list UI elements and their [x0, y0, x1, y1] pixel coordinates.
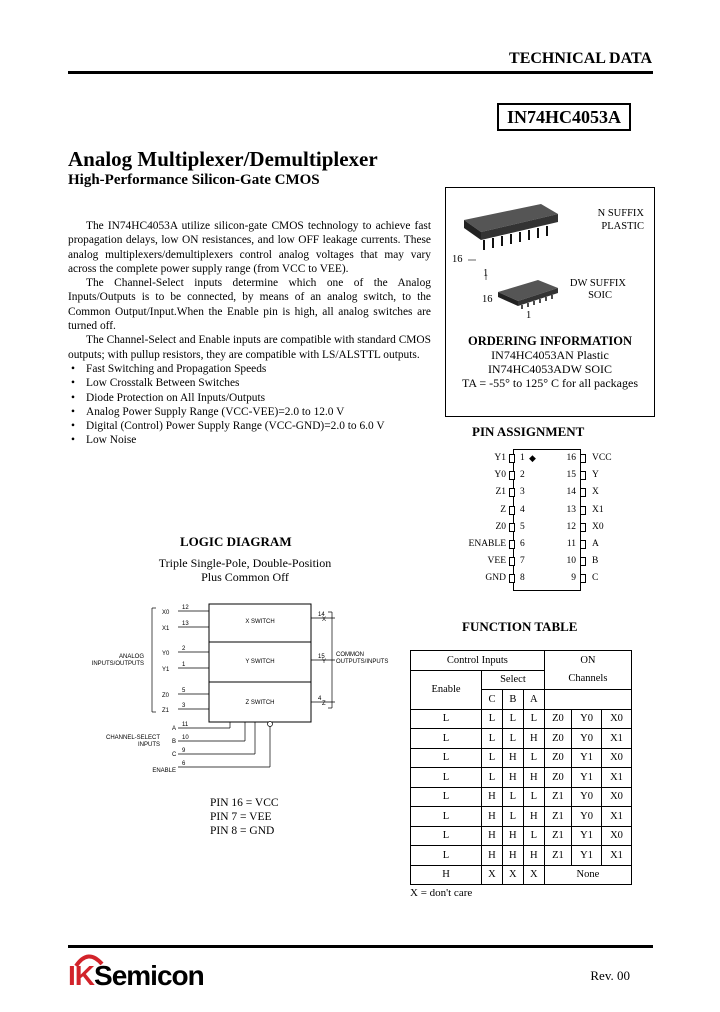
- select-pin: 10: [182, 735, 189, 741]
- table-cell: X0: [602, 826, 632, 846]
- table-cell: H: [523, 729, 544, 749]
- analog-label: ANALOG: [118, 654, 144, 660]
- pin8-note: PIN 8 = GND: [210, 825, 275, 837]
- pin-left-number: 7: [520, 556, 525, 567]
- enable-header: Enable: [411, 670, 482, 709]
- table-cell: H: [411, 865, 482, 885]
- description-paragraph-1: The IN74HC4053A utilize silicon-gate CMOS technology to achieve fast propagation delays, low ON resistances, and low OFF leakage currents. These analog multiplexers/demultiplexers control analog voltages that may vary across the complete power supply range (from VCC to VEE).: [68, 220, 431, 275]
- table-cell: L: [411, 826, 482, 846]
- table-cell: H: [502, 846, 523, 866]
- pin-stub: [580, 574, 586, 583]
- table-cell: L: [502, 787, 523, 807]
- logo-letter-k: K: [74, 960, 95, 991]
- part-number-box: IN74HC4053A: [497, 103, 631, 131]
- x-switch-label: X SWITCH: [245, 619, 275, 625]
- table-cell: X: [523, 865, 544, 885]
- function-table-title: FUNCTION TABLE: [462, 619, 578, 634]
- pin-stub: [509, 506, 515, 515]
- pin-right-number: 15: [566, 470, 576, 481]
- table-cell: Y0: [572, 709, 602, 729]
- company-logo: [68, 960, 204, 992]
- channels-label: Channels: [568, 673, 608, 684]
- table-cell: Z0: [544, 748, 571, 768]
- table-cell: X1: [602, 768, 632, 788]
- pin-stub: [580, 471, 586, 480]
- table-cell: L: [502, 709, 523, 729]
- table-cell: L: [482, 748, 503, 768]
- col-header: C: [482, 690, 503, 710]
- table-cell: L: [523, 787, 544, 807]
- select-pin: 11: [182, 722, 189, 728]
- table-cell: Z0: [544, 729, 571, 749]
- pin-stub: [509, 540, 515, 549]
- feature-item: • Digital (Control) Power Supply Range (VCC-GND)=2.0 to 6.0 V: [68, 419, 431, 433]
- select-header: Select: [482, 670, 545, 690]
- pin-right-name: X1: [592, 504, 604, 515]
- select-name: B: [172, 739, 177, 745]
- dw-type-label: SOIC: [588, 290, 612, 301]
- logic-output-pin: 14: [318, 612, 325, 618]
- pin-left-name: Z1: [495, 487, 506, 498]
- y-switch-label: Y SWITCH: [245, 659, 275, 665]
- pin-left-name: ENABLE: [468, 539, 506, 549]
- pin1-marker-icon: ◆: [529, 453, 536, 463]
- table-cell: H: [523, 807, 544, 827]
- pin-stub: [580, 454, 586, 463]
- channel-select-label: CHANNEL-SELECT: [105, 735, 160, 741]
- pin-stub: [509, 574, 515, 583]
- table-cell: L: [411, 768, 482, 788]
- pin-left-number: 3: [520, 487, 525, 498]
- table-cell: X: [482, 865, 503, 885]
- pin-right-name: C: [592, 573, 599, 584]
- logo-letter-i: I: [68, 960, 75, 991]
- table-cell: L: [502, 729, 523, 749]
- n-type-label: PLASTIC: [601, 221, 644, 232]
- pin-left-name: GND: [485, 573, 506, 584]
- table-cell: X0: [602, 709, 632, 729]
- logic-output-name: X: [322, 617, 327, 623]
- feature-item: • Analog Power Supply Range (VCC-VEE)=2.0 to 12.0 V: [68, 405, 431, 419]
- table-row: [411, 807, 632, 827]
- description-paragraph-2: The Channel-Select inputs determine which one of the Analog Inputs/Outputs is to be connected, by means of an analog switch, to the Common Output/Input.When the Enable pin is high, all analog switches are turned off.: [68, 277, 431, 333]
- logic-output-name: Y: [322, 659, 327, 665]
- pin-right-number: 10: [566, 556, 576, 567]
- logic-input-name: Z1: [162, 708, 170, 714]
- pin-left-number: 8: [520, 573, 525, 584]
- pin-right-name: B: [592, 556, 599, 567]
- col-header: A: [523, 690, 544, 710]
- channels-spacer: [544, 690, 631, 710]
- pin-left-name: Y1: [494, 453, 506, 463]
- table-row: [411, 768, 632, 788]
- col-header: B: [502, 690, 523, 710]
- enable-inversion-bubble: [268, 722, 273, 727]
- pin-stub: [509, 557, 515, 566]
- pin-right-name: VCC: [592, 453, 612, 463]
- pin-left-number: 2: [520, 470, 525, 481]
- pin-left-number: 1: [520, 453, 525, 463]
- logic-input-pin: 12: [182, 605, 189, 611]
- table-cell: Y1: [572, 748, 602, 768]
- select-name: A: [172, 726, 177, 732]
- pin-left-name: Y0: [494, 470, 506, 481]
- dip-package-icon: [464, 204, 558, 250]
- table-cell: L: [523, 709, 544, 729]
- header-rule: [68, 71, 653, 74]
- pin-stub: [580, 488, 586, 497]
- table-cell: L: [482, 768, 503, 788]
- table-cell: Z1: [544, 826, 571, 846]
- table-row: [411, 748, 632, 768]
- dw-suffix-label: DW SUFFIX: [569, 278, 626, 289]
- table-cell: L: [502, 807, 523, 827]
- ordering-line-1: IN74HC4053AN Plastic: [491, 348, 609, 362]
- on-channels-header: [544, 651, 631, 690]
- table-row: [411, 729, 632, 749]
- table-row: [411, 826, 632, 846]
- pin-right-number: 11: [566, 539, 576, 549]
- pin16-note: PIN 16 = VCC: [210, 797, 279, 809]
- n-suffix-label: N SUFFIX: [597, 208, 644, 219]
- pin-stub: [580, 540, 586, 549]
- table-cell: X1: [602, 807, 632, 827]
- table-row: [411, 787, 632, 807]
- table-cell: Z1: [544, 787, 571, 807]
- logic-input-name: Z0: [162, 693, 170, 699]
- table-cell: Y1: [572, 768, 602, 788]
- package-info-box: [445, 187, 655, 417]
- enable-pin: 6: [182, 761, 186, 767]
- common-label: COMMON: [336, 652, 364, 658]
- logic-input-pin: 3: [182, 703, 186, 709]
- pin-right-name: X0: [592, 521, 604, 532]
- on-label: ON: [580, 655, 596, 666]
- analog-label: INPUTS/OUTPUTS: [91, 661, 144, 667]
- logic-input-name: X0: [162, 610, 170, 616]
- table-cell: H: [502, 748, 523, 768]
- dont-care-note: X = don't care: [410, 887, 473, 899]
- table-cell: X: [502, 865, 523, 885]
- description-paragraph-3: The Channel-Select and Enable inputs are compatible with standard CMOS outputs; with pullup resistors, they are compatible with LS/ALSTTL outputs.: [68, 334, 431, 361]
- table-cell: L: [411, 787, 482, 807]
- select-name: C: [172, 752, 177, 758]
- pin-right-name: A: [592, 539, 599, 549]
- table-cell: H: [502, 768, 523, 788]
- table-row: [411, 709, 632, 729]
- pin-right-number: 14: [566, 487, 576, 498]
- footer-rule: [68, 945, 653, 948]
- logic-diagram: [91, 598, 389, 784]
- z-switch-label: Z SWITCH: [245, 700, 275, 706]
- table-row: [411, 846, 632, 866]
- pin-stub: [580, 523, 586, 532]
- common-label: OUTPUTS/INPUTS: [336, 659, 389, 665]
- table-cell: Y1: [572, 846, 602, 866]
- control-inputs-header: Control Inputs: [411, 651, 545, 671]
- feature-item: • Fast Switching and Propagation Speeds: [68, 362, 431, 376]
- dip-pin1-label: 1: [483, 268, 489, 279]
- enable-label: ENABLE: [152, 768, 176, 774]
- soic-pin1-label: 1: [526, 310, 532, 321]
- logic-input-pin: 2: [182, 646, 186, 652]
- logic-output-name: Z: [322, 701, 326, 707]
- table-cell: L: [411, 846, 482, 866]
- pin-right-name: Y: [592, 470, 599, 481]
- table-cell: H: [482, 807, 503, 827]
- table-cell: Z0: [544, 768, 571, 788]
- logic-input-name: X1: [162, 626, 170, 632]
- pin-stub: [580, 506, 586, 515]
- table-cell: L: [411, 748, 482, 768]
- logo-swoosh-icon: [74, 954, 104, 968]
- pin-stub: [509, 523, 515, 532]
- pin-left-name: VEE: [487, 556, 506, 567]
- pin-assignment-title: PIN ASSIGNMENT: [472, 424, 585, 439]
- select-pin: 9: [182, 748, 186, 754]
- pin-right-name: X: [592, 487, 599, 498]
- logic-input-name: Y1: [162, 667, 170, 673]
- table-cell: L: [411, 709, 482, 729]
- pin-left-number: 5: [520, 521, 525, 532]
- pin-left-name: Z0: [495, 521, 506, 532]
- pin-left-number: 6: [520, 539, 525, 549]
- pin-left-number: 4: [520, 504, 525, 515]
- table-cell: L: [411, 729, 482, 749]
- table-cell: H: [482, 787, 503, 807]
- feature-item: • Low Noise: [68, 433, 431, 447]
- table-cell: X0: [602, 748, 632, 768]
- table-cell: Z1: [544, 846, 571, 866]
- pin-left-name: Z: [500, 504, 506, 515]
- feature-item: • Low Crosstalk Between Switches: [68, 376, 431, 390]
- table-cell: L: [523, 826, 544, 846]
- pin-right-number: 13: [566, 504, 576, 515]
- logic-output-pin: 4: [318, 696, 322, 702]
- logic-input-pin: 1: [182, 662, 186, 668]
- table-cell: H: [482, 826, 503, 846]
- ordering-line-2: IN74HC4053ADW SOIC: [487, 362, 613, 376]
- feature-list: [68, 362, 431, 448]
- logic-caption-2: Plus Common Off: [201, 570, 289, 584]
- pin7-note: PIN 7 = VEE: [210, 811, 272, 823]
- logic-input-name: Y0: [162, 651, 170, 657]
- pin-stub: [509, 488, 515, 497]
- table-cell: L: [482, 709, 503, 729]
- table-cell: X1: [602, 846, 632, 866]
- logic-input-pin: 13: [182, 621, 189, 627]
- table-cell: X0: [602, 787, 632, 807]
- table-cell: H: [523, 846, 544, 866]
- pin-right-number: 12: [566, 521, 576, 532]
- channel-select-label: INPUTS: [137, 742, 160, 748]
- ordering-line-3: TA = -55° to 125° C for all packages: [461, 376, 639, 390]
- pin-stub: [580, 557, 586, 566]
- table-cell: L: [411, 807, 482, 827]
- soic-pin16-label: 16: [482, 294, 493, 305]
- pin-stub: [509, 454, 515, 463]
- logic-caption-1: Triple Single-Pole, Double-Position: [158, 556, 332, 570]
- logo-wordmark: Semicon: [94, 960, 204, 991]
- logic-diagram-title: LOGIC DIAGRAM: [180, 534, 292, 549]
- pin-stub: [509, 471, 515, 480]
- table-cell: None: [544, 865, 631, 885]
- table-cell: Y0: [572, 729, 602, 749]
- table-cell: L: [523, 748, 544, 768]
- logic-input-pin: 5: [182, 688, 186, 694]
- table-cell: Y0: [572, 787, 602, 807]
- ordering-title: ORDERING INFORMATION: [467, 334, 632, 348]
- table-cell: Z0: [544, 709, 571, 729]
- page-subtitle: High-Performance Silicon-Gate CMOS: [68, 172, 320, 188]
- table-cell: L: [482, 729, 503, 749]
- table-cell: H: [523, 768, 544, 788]
- table-cell: Z1: [544, 807, 571, 827]
- logic-output-pin: 15: [318, 654, 325, 660]
- pin-right-number: 16: [566, 453, 576, 463]
- revision-label: Rev. 00: [590, 968, 630, 983]
- table-cell: X1: [602, 729, 632, 749]
- feature-item: • Diode Protection on All Inputs/Outputs: [68, 391, 431, 405]
- description: [68, 219, 431, 448]
- function-table: [410, 650, 632, 885]
- dip-pin16-label: 16: [452, 254, 463, 265]
- table-cell: Y0: [572, 807, 602, 827]
- page-title: Analog Multiplexer/Demultiplexer: [68, 147, 378, 171]
- table-cell: H: [482, 846, 503, 866]
- document-header-label: TECHNICAL DATA: [509, 50, 652, 67]
- pin-right-number: 9: [571, 573, 576, 584]
- table-cell: Y1: [572, 826, 602, 846]
- table-cell: H: [502, 826, 523, 846]
